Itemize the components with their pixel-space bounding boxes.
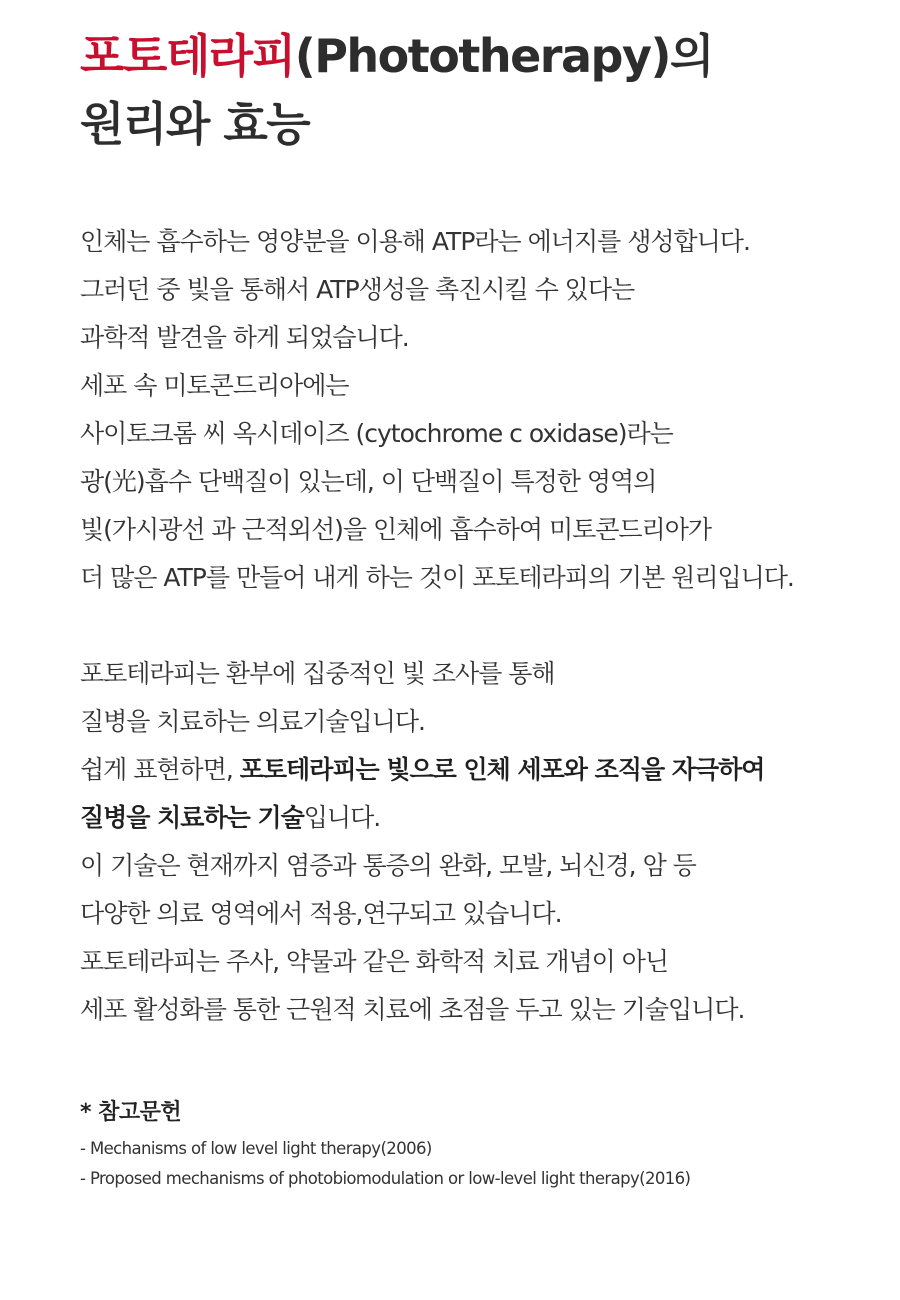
article [80, 0, 870, 1300]
effect-line: 포토테라피는 환부에 집중적인 빛 조사를 통해 [80, 659, 555, 688]
principle-line: 세포 속 미토콘드리아에는 [80, 371, 349, 400]
effect-line [80, 746, 870, 794]
principle-line: 더 많은 ATP를 만들어 내게 하는 것이 포토테라피의 기본 원리입니다. [80, 563, 794, 592]
principle-line: 인체는 흡수하는 영양분을 이용해 ATP라는 에너지를 생성합니다. [80, 227, 750, 256]
principle-line: 과학적 발견을 하게 되었습니다. [80, 323, 409, 352]
effect-line: 포토테라피는 주사, 약물과 같은 화학적 치료 개념이 아닌 [80, 947, 669, 976]
page-title [80, 22, 870, 158]
effect-line [80, 794, 870, 842]
effect-highlight: 포토테라피는 빛으로 인체 세포와 조직을 자극하여 [239, 755, 765, 784]
references [80, 1092, 870, 1194]
principle-line: 사이토크롬 씨 옥시데이즈 (cytochrome c oxidase)라는 [80, 419, 673, 448]
effect-line-prefix: 쉽게 표현하면, [80, 755, 240, 784]
principle-line: 빛(가시광선 과 근적외선)을 인체에 흡수하여 미토콘드리아가 [80, 515, 711, 544]
reference-item: - Proposed mechanisms of photobiomodulation or low-level light therapy(2016) [80, 1169, 691, 1188]
reference-item: - Mechanisms of low level light therapy(2006) [80, 1139, 432, 1158]
title-rest: (Phototherapy)의 [294, 29, 713, 83]
principle-line: 그러던 중 빛을 통해서 ATP생성을 촉진시킬 수 있다는 [80, 275, 635, 304]
effect-line-suffix: 입니다. [303, 803, 381, 832]
effect-paragraph [80, 650, 870, 1034]
effect-line: 이 기술은 현재까지 염증과 통증의 완화, 모발, 뇌신경, 암 등 [80, 851, 696, 880]
effect-line: 다양한 의료 영역에서 적용,연구되고 있습니다. [80, 899, 562, 928]
title-line-2: 원리와 효능 [80, 97, 310, 151]
references-title: * 참고문헌 [80, 1100, 182, 1125]
principle-paragraph [80, 218, 870, 602]
effect-line: 세포 활성화를 통한 근원적 치료에 초점을 두고 있는 기술입니다. [80, 995, 745, 1024]
principle-line: 광(光)흡수 단백질이 있는데, 이 단백질이 특정한 영역의 [80, 467, 657, 496]
title-accent: 포토테라피 [80, 29, 295, 83]
effect-highlight: 질병을 치료하는 기술 [80, 803, 304, 832]
effect-line: 질병을 치료하는 의료기술입니다. [80, 707, 425, 736]
